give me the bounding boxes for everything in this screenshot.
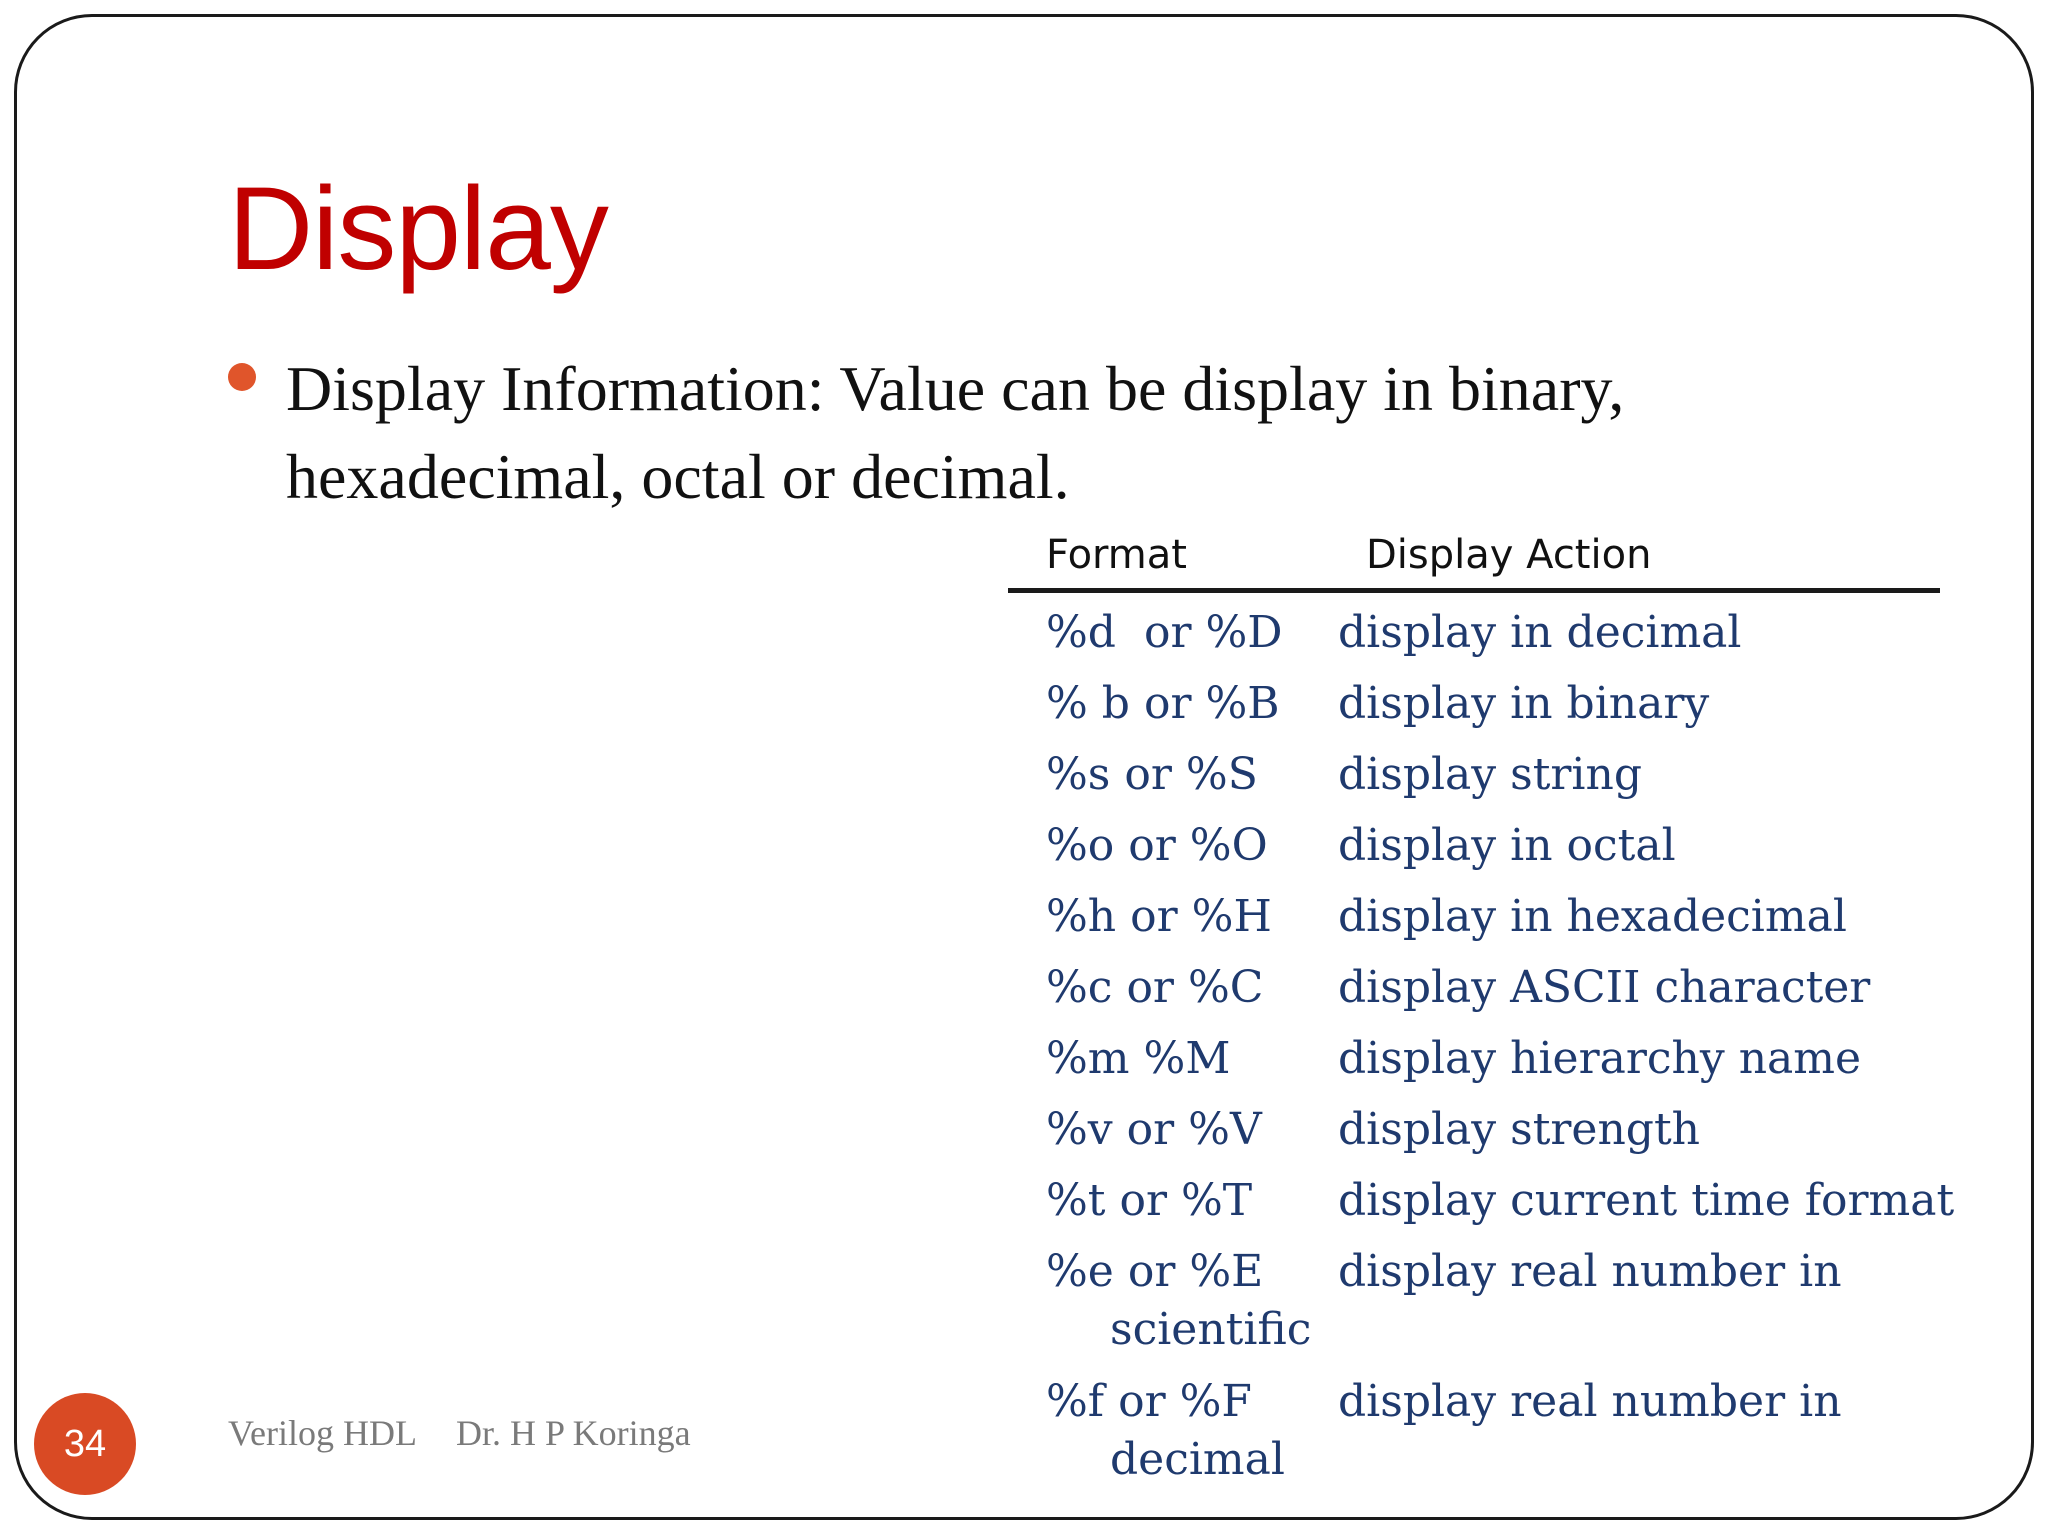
row-format: %c or %C — [1046, 962, 1264, 1013]
row-format: %f or %F — [1046, 1376, 1252, 1427]
slide-title: Display — [228, 163, 608, 295]
table-header — [1008, 520, 1940, 590]
slide-number-badge: 34 — [34, 1393, 136, 1495]
row-format: %s or %S — [1046, 749, 1258, 800]
row-format: %m %M — [1046, 1033, 1231, 1084]
row-format: %v or %V — [1046, 1104, 1262, 1155]
row-action: display ASCII character — [1338, 962, 1871, 1013]
row-action: display string — [1338, 749, 1643, 800]
footer-course: Verilog HDL — [228, 1413, 417, 1453]
row-action: display in binary — [1338, 678, 1710, 729]
row-format: %t or %T — [1046, 1175, 1253, 1226]
format-table — [1008, 520, 1955, 1485]
row-action: display strength — [1338, 1104, 1700, 1155]
header-format: Format — [1046, 532, 1187, 578]
footer-author: Dr. H P Koringa — [456, 1413, 691, 1453]
row-action: display in hexadecimal — [1338, 891, 1847, 942]
bullet-dot-icon — [228, 363, 256, 391]
bullet-text: Display Information: Value can be display in binary, hexadecimal, octal or decimal. — [286, 353, 1625, 512]
row-format-continuation: decimal — [1110, 1434, 1285, 1485]
row-action: display hierarchy name — [1338, 1033, 1862, 1084]
header-display-action: Display Action — [1366, 532, 1652, 578]
row-action: display real number in — [1338, 1376, 1842, 1427]
row-action: display real number in — [1338, 1246, 1842, 1297]
row-action: display in octal — [1338, 820, 1676, 871]
row-format: %d or %D — [1046, 607, 1283, 658]
row-action: display in decimal — [1338, 607, 1742, 658]
row-format: %o or %O — [1046, 820, 1268, 871]
row-action: display current time format — [1338, 1175, 1955, 1226]
row-format: % b or %B — [1046, 678, 1280, 729]
row-format: %h or %H — [1046, 891, 1272, 942]
row-format: %e or %E — [1046, 1246, 1264, 1297]
header-rule — [1008, 588, 1940, 593]
row-format-continuation: scientific — [1110, 1304, 1312, 1355]
